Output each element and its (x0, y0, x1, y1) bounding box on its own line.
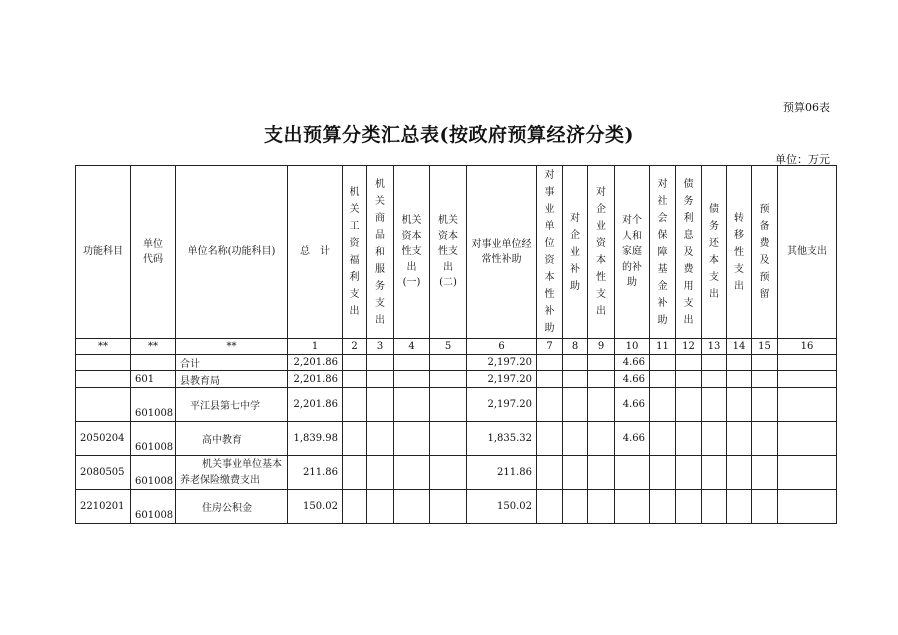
header-col-15: 预备费及预留 (752, 166, 778, 339)
index-cell: 3 (367, 339, 394, 355)
index-cell: 16 (778, 339, 837, 355)
header-unit-name: 单位名称(功能科目) (176, 166, 288, 339)
budget-table (75, 165, 837, 524)
form-number: 预算06表 (783, 101, 830, 114)
cell-func: 2080505 (76, 456, 131, 490)
index-row (76, 339, 837, 355)
cell-name: 平江县第七中学 (176, 388, 288, 422)
header-col-8: 对企业补助 (563, 166, 588, 339)
cell-func (76, 355, 131, 371)
index-cell: 10 (615, 339, 650, 355)
cell-name: 合计 (176, 355, 288, 371)
cell-code (131, 355, 176, 371)
cell-total: 1,839.98 (288, 422, 343, 456)
cell-c6: 150.02 (467, 490, 537, 524)
index-cell: 15 (752, 339, 778, 355)
cell-name: 住房公积金 (176, 490, 288, 524)
header-col-5: 机关资本性支出(二) (430, 166, 467, 339)
cell-name: 高中教育 (176, 422, 288, 456)
index-cell: 14 (727, 339, 752, 355)
index-cell: 1 (288, 339, 343, 355)
header-col-11: 对社会保障基金补助 (650, 166, 676, 339)
cell-name: 机关事业单位基本养老保险缴费支出 (176, 456, 288, 490)
index-cell: 6 (467, 339, 537, 355)
cell-c6: 2,197.20 (467, 355, 537, 371)
cell-total: 2,201.86 (288, 371, 343, 388)
table-row (76, 355, 837, 371)
index-cell: 2 (343, 339, 367, 355)
index-cell: ** (76, 339, 131, 355)
header-unit-code: 单位代码 (131, 166, 176, 339)
header-total: 总 计 (288, 166, 343, 339)
cell-total: 2,201.86 (288, 355, 343, 371)
header-col-9: 对企业资本性支出 (588, 166, 615, 339)
cell-c10 (615, 490, 650, 524)
table-row (76, 490, 837, 524)
index-cell: 13 (702, 339, 727, 355)
header-row (76, 166, 837, 339)
cell-c10: 4.66 (615, 355, 650, 371)
header-col-13: 债务还本支出 (702, 166, 727, 339)
index-cell: ** (176, 339, 288, 355)
header-col-3: 机关商品和服务支出 (367, 166, 394, 339)
header-col-12: 债务利息及费用支出 (676, 166, 702, 339)
table-row (76, 456, 837, 490)
index-cell: 11 (650, 339, 676, 355)
cell-code: 601008 (131, 422, 176, 456)
table-row (76, 371, 837, 388)
cell-code: 601008 (131, 490, 176, 524)
cell-code: 601 (131, 371, 176, 388)
index-cell: 4 (394, 339, 430, 355)
index-cell: 12 (676, 339, 702, 355)
index-cell: 7 (537, 339, 563, 355)
header-col-16: 其他支出 (778, 166, 837, 339)
page-title: 支出预算分类汇总表(按政府预算经济分类) (264, 124, 634, 146)
index-cell: 9 (588, 339, 615, 355)
cell-c10: 4.66 (615, 388, 650, 422)
header-col-4: 机关资本性支出(一) (394, 166, 430, 339)
index-cell: 5 (430, 339, 467, 355)
cell-c6: 2,197.20 (467, 371, 537, 388)
index-cell: ** (131, 339, 176, 355)
cell-func (76, 388, 131, 422)
unit-label: 单位：万元 (775, 153, 830, 166)
table-row (76, 388, 837, 422)
cell-c10: 4.66 (615, 422, 650, 456)
cell-func: 2210201 (76, 490, 131, 524)
cell-total: 2,201.86 (288, 388, 343, 422)
header-col-10: 对个人和家庭的补助 (615, 166, 650, 339)
index-cell: 8 (563, 339, 588, 355)
cell-c10 (615, 456, 650, 490)
cell-total: 150.02 (288, 490, 343, 524)
cell-c6: 1,835.32 (467, 422, 537, 456)
cell-c10: 4.66 (615, 371, 650, 388)
table-row (76, 422, 837, 456)
cell-func (76, 371, 131, 388)
cell-func: 2050204 (76, 422, 131, 456)
cell-code: 601008 (131, 388, 176, 422)
header-col-2: 机关工资福利支出 (343, 166, 367, 339)
header-col-14: 转移性支出 (727, 166, 752, 339)
header-col-7: 对事业单位资本性补助 (537, 166, 563, 339)
cell-name: 县教育局 (176, 371, 288, 388)
cell-c6: 2,197.20 (467, 388, 537, 422)
header-func-subject: 功能科目 (76, 166, 131, 339)
cell-c6: 211.86 (467, 456, 537, 490)
cell-code: 601008 (131, 456, 176, 490)
header-col-6: 对事业单位经常性补助 (467, 166, 537, 339)
cell-total: 211.86 (288, 456, 343, 490)
